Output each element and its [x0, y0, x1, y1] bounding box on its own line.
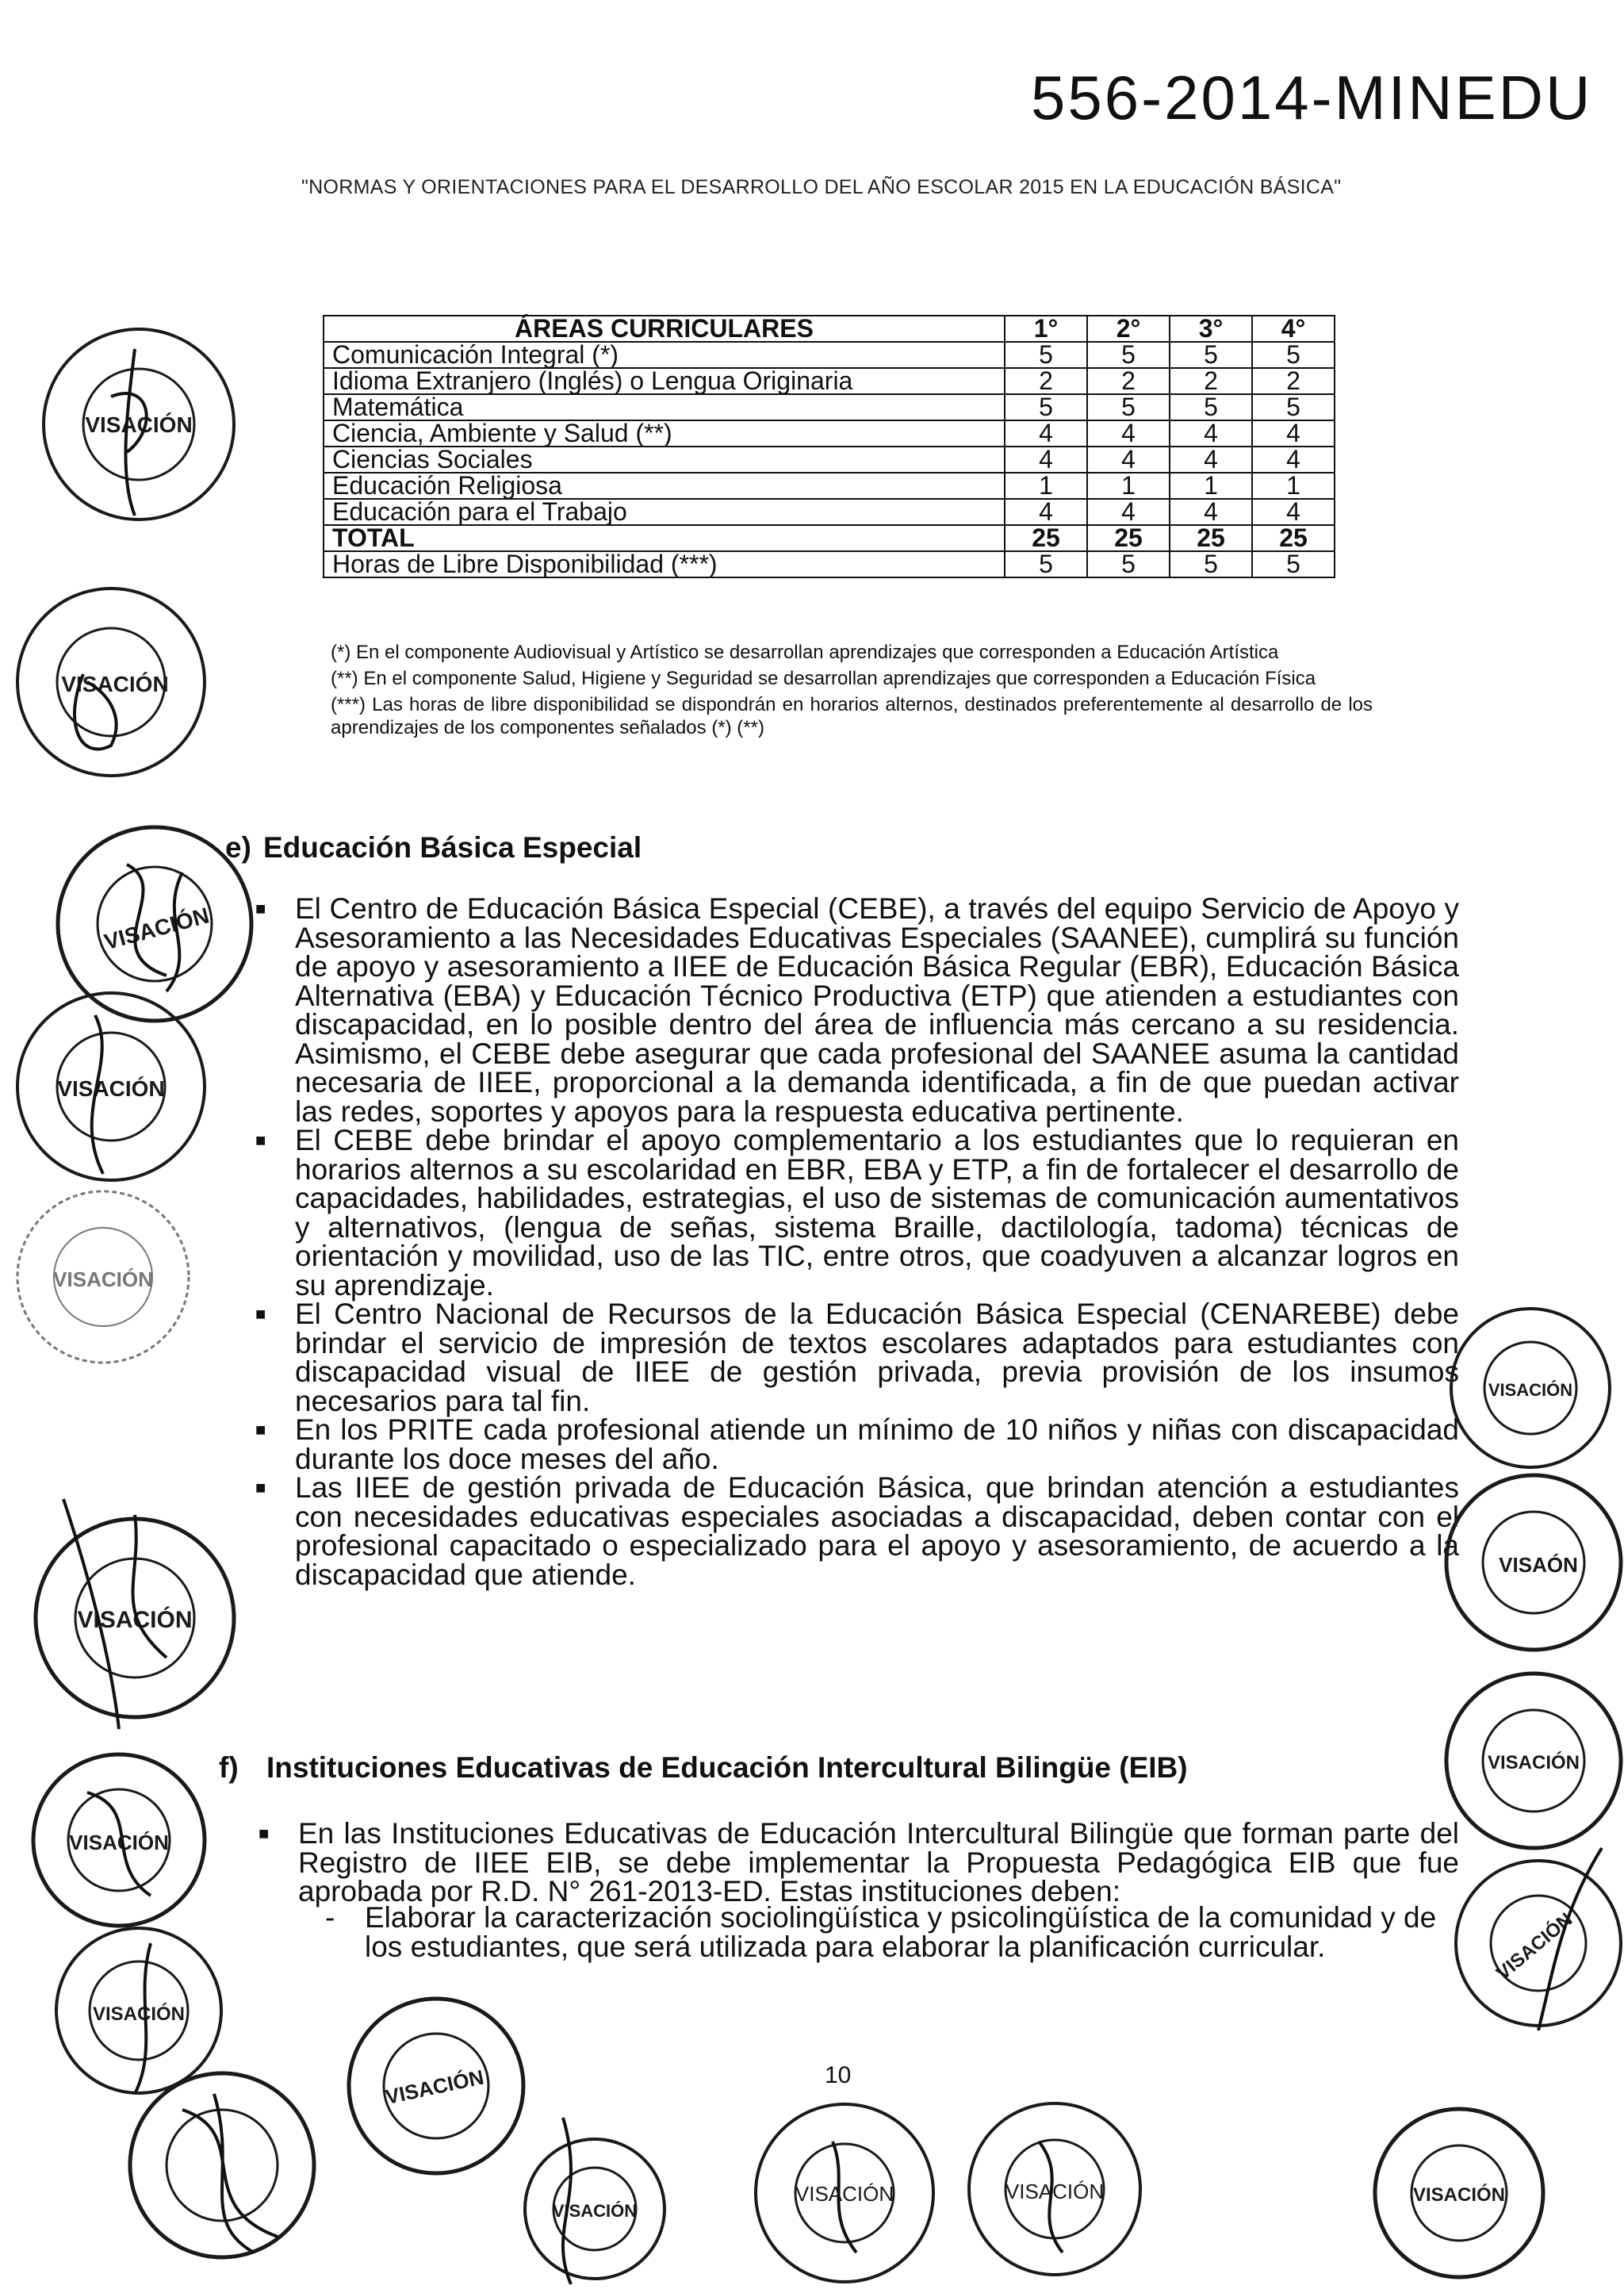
- table-header-cell: 4°: [1252, 316, 1335, 342]
- table-cell: 5: [1170, 342, 1252, 368]
- table-cell: 4: [1005, 447, 1087, 473]
- stamp-seal: [1443, 1848, 1622, 2042]
- stamp-seal: [24, 1745, 214, 1939]
- table-cell: 25: [1252, 525, 1335, 551]
- table-cell: 5: [1252, 551, 1335, 577]
- stamp-seal: [341, 1983, 531, 2193]
- stamp-seal: [515, 2134, 674, 2288]
- table-row: [324, 368, 1335, 394]
- table-cell-area: Educación Religiosa: [324, 473, 1005, 499]
- svg-text:VISACIÓN: VISACIÓN: [1488, 1380, 1573, 1400]
- list-item: [259, 1817, 1459, 1908]
- table-notes: [331, 641, 1373, 739]
- section-f-title: Instituciones Educativas de Educación Intercultural Bilingüe (EIB): [266, 1751, 1188, 1784]
- table-cell: 5: [1005, 551, 1087, 577]
- table-cell: 5: [1087, 551, 1170, 577]
- table-cell: 5: [1087, 394, 1170, 420]
- table-cell-area: Matemática: [324, 394, 1005, 420]
- bullet-text: El Centro de Educación Básica Especial (CEBE), a través del equipo Servicio de Apoyo y Asesoramiento a las Necesidades Educativas Especiales (SAANEE), cumplirá su función de apoyo y asesoramiento a IIEE de Educación Básica Regular (EBR), Educación Básica Alternativa (EBA) y Educación Técnico Productiva (ETP) que atienden a estudiantes con discapacidad, en lo posible dentro del área de influencia más cercano a su residencia. Asimismo, el CEBE debe asegurar que cada profesional del SAANEE asuma la cantidad necesaria de IIEE, proporcional a la demanda identificada, a fin de que puedan activar las redes, soportes y apoyos para la respuesta educativa pertinente.: [295, 892, 1459, 1128]
- note-artistica: (*) En el componente Audiovisual y Artístico se desarrollan aprendizajes que corresponden a Educación Artística: [331, 642, 1279, 663]
- section-f-subitems: [325, 1901, 1459, 1963]
- stamp-seal: [1443, 1301, 1618, 1479]
- list-item: [255, 1124, 1459, 1302]
- bullet-text: En los PRITE cada profesional atiende un mínimo de 10 niños y niñas con discapacidad durante los doce meses del año.: [295, 1413, 1459, 1475]
- svg-text:VISACIÓN: VISACIÓN: [53, 1267, 153, 1291]
- section-e-letter: e): [225, 831, 251, 864]
- table-cell: 4: [1087, 420, 1170, 447]
- table-cell: 1: [1087, 473, 1170, 499]
- svg-text:VISACIÓN: VISACIÓN: [85, 412, 193, 437]
- list-item: [255, 1413, 1459, 1475]
- stamp-seal: [32, 317, 246, 535]
- stamp-seal: [16, 1499, 254, 1741]
- svg-text:VISACIÓN: VISACIÓN: [1487, 1752, 1580, 1773]
- note-fisica: (**) En el componente Salud, Higiene y Seguridad se desarrollan aprendizajes que corresponden a Educación Física: [331, 668, 1316, 689]
- svg-text:VISACIÓN: VISACIÓN: [92, 2003, 186, 2025]
- table-cell: 4: [1170, 499, 1252, 525]
- table-header-cell: 2°: [1087, 316, 1170, 342]
- document-number: 556-2014-MINEDU: [1031, 63, 1593, 132]
- table-cell: 2: [1087, 368, 1170, 394]
- bullet-text: El CEBE debe brindar el apoyo complementario a los estudiantes que lo requieran en horarios alternos a su escolaridad en EBR, EBA y ETP, a fin de fortalecer el desarrollo de capacidades, habilidades, estrategias, el uso de sistemas de comunicación aumentativos y alternativos, (lengua de señas, sistema Braille, dactilología, tadoma) técnicas de orientación y movilidad, uso de las TIC, entre otros, que coadyuven a alcanzar logros en su aprendizaje.: [295, 1124, 1459, 1302]
- stamp-seal: [1435, 1666, 1624, 1860]
- bullet-square-icon: ■: [259, 1823, 270, 1843]
- svg-text:VISACIÓN: VISACIÓN: [795, 2182, 894, 2206]
- table-cell-area: Ciencia, Ambiente y Salud (**): [324, 420, 1005, 447]
- table-row: [324, 551, 1335, 577]
- seal-graphic: [32, 317, 246, 531]
- table-cell: 5: [1005, 394, 1087, 420]
- svg-text:VISACIÓN: VISACIÓN: [383, 2065, 486, 2109]
- seal-graphic: [8, 579, 214, 785]
- table-row: [324, 447, 1335, 473]
- svg-text:VISACIÓN: VISACIÓN: [69, 1831, 169, 1854]
- svg-text:VISACIÓN: VISACIÓN: [57, 1076, 165, 1101]
- stamp-seal: [1435, 1467, 1624, 1662]
- table-cell: 2: [1170, 368, 1252, 394]
- seal-graphic: [515, 2134, 674, 2284]
- stamp-seal: [1364, 2102, 1554, 2288]
- bullet-square-icon: ■: [255, 899, 266, 918]
- table-cell-area: Ciencias Sociales: [324, 447, 1005, 473]
- table-cell: 25: [1170, 525, 1252, 551]
- stamp-seal: [959, 2094, 1150, 2288]
- table-cell: 25: [1005, 525, 1087, 551]
- svg-text:VISACIÓN: VISACIÓN: [77, 1607, 193, 1633]
- table-cell: 1: [1170, 473, 1252, 499]
- section-e-bullets: [255, 892, 1459, 1591]
- seal-graphic: [1435, 1467, 1624, 1658]
- svg-text:VISACIÓN: VISACIÓN: [1492, 1908, 1577, 1984]
- table-cell: 5: [1087, 342, 1170, 368]
- seal-graphic: [959, 2094, 1150, 2284]
- list-item: [325, 1901, 1459, 1963]
- list-item: [255, 1471, 1459, 1591]
- svg-text:VISACIÓN: VISACIÓN: [1412, 2184, 1506, 2206]
- svg-text:VISAÓN: VISAÓN: [1499, 1553, 1578, 1577]
- dash-marker: -: [325, 1901, 335, 1934]
- bullet-square-icon: ■: [255, 1304, 266, 1324]
- table-header-row: [324, 316, 1335, 342]
- list-item: [255, 1298, 1459, 1417]
- seal-graphic: [8, 1182, 198, 1372]
- table-header-cell: 3°: [1170, 316, 1252, 342]
- table-cell: 5: [1005, 342, 1087, 368]
- bullet-text: En las Instituciones Educativas de Educación Intercultural Bilingüe que forman parte del Registro de IIEE EIB, se debe implementar la Propuesta Pedagógica EIB que fue aprobada por R.D. N° 261-2013-ED. Estas instituciones deben:: [298, 1817, 1459, 1908]
- seal-graphic: [1443, 1848, 1622, 2038]
- seal-graphic: [8, 983, 214, 1190]
- stamp-seal: [119, 2062, 325, 2272]
- table-row: [324, 394, 1335, 420]
- svg-text:VISACIÓN: VISACIÓN: [1005, 2180, 1105, 2203]
- table-header-cell: ÁREAS CURRICULARES: [324, 316, 1005, 342]
- seal-graphic: [119, 2062, 325, 2268]
- svg-text:VISACIÓN: VISACIÓN: [61, 672, 169, 696]
- table-cell: 5: [1252, 342, 1335, 368]
- seal-graphic: [745, 2094, 944, 2284]
- section-f-bullets: [259, 1817, 1459, 1908]
- table-cell-area: Educación para el Trabajo: [324, 499, 1005, 525]
- table-cell: 4: [1087, 447, 1170, 473]
- seal-graphic: [1364, 2102, 1554, 2284]
- table-row: [324, 420, 1335, 447]
- table-cell: 4: [1005, 499, 1087, 525]
- table-cell: 25: [1087, 525, 1170, 551]
- curriculum-areas-table: [323, 315, 1335, 578]
- table-cell-area: TOTAL: [324, 525, 1005, 551]
- table-cell: 4: [1087, 499, 1170, 525]
- bullet-square-icon: ■: [255, 1130, 266, 1150]
- stamp-seal: [8, 983, 214, 1194]
- table-cell: 2: [1252, 368, 1335, 394]
- bullet-square-icon: ■: [255, 1420, 266, 1440]
- table-cell: 5: [1170, 394, 1252, 420]
- stamp-seal: [8, 579, 214, 789]
- list-item: [255, 892, 1459, 1128]
- svg-text:VISACIÓN: VISACIÓN: [552, 2201, 638, 2221]
- table-cell: 4: [1170, 420, 1252, 447]
- table-cell: 5: [1170, 551, 1252, 577]
- table-cell-area: Idioma Extranjero (Inglés) o Lengua Originaria: [324, 368, 1005, 394]
- note-libre-disponibilidad: (***) Las horas de libre disponibilidad se dispondrán en horarios alternos, destinados preferentemente al desarrollo de los aprendizajes de los componentes señalados (*) (**): [331, 694, 1373, 738]
- bullet-text: El Centro Nacional de Recursos de la Educación Básica Especial (CENAREBE) debe brindar el servicio de impresión de textos escolares adaptados para estudiantes con discapacidad visual de IIEE de gestión privada, previa provisión de los insumos necesarios para tal fin.: [295, 1298, 1459, 1417]
- table-cell-area: Horas de Libre Disponibilidad (***): [324, 551, 1005, 577]
- table-row: [324, 342, 1335, 368]
- seal-graphic: [1443, 1301, 1618, 1475]
- table-cell: 2: [1005, 368, 1087, 394]
- seal-graphic: [16, 1499, 254, 1737]
- page-number: 10: [825, 2062, 852, 2088]
- table-row: [324, 473, 1335, 499]
- seal-graphic: [24, 1745, 214, 1935]
- table-cell: 4: [1252, 499, 1335, 525]
- stamp-seal: [745, 2094, 944, 2288]
- svg-text:VISACIÓN: VISACIÓN: [102, 903, 212, 955]
- section-e-title: Educación Básica Especial: [263, 831, 642, 864]
- seal-graphic: [1435, 1666, 1624, 1856]
- section-f-letter: f): [219, 1751, 239, 1784]
- table-cell: 1: [1005, 473, 1087, 499]
- table-row: [324, 499, 1335, 525]
- stamp-seal: [8, 1182, 198, 1376]
- table-cell: 5: [1252, 394, 1335, 420]
- document-subtitle: "NORMAS Y ORIENTACIONES PARA EL DESARROLLO DEL AÑO ESCOLAR 2015 EN LA EDUCACIÓN BÁSICA": [301, 176, 1342, 198]
- table-cell: 4: [1170, 447, 1252, 473]
- table-total-row: [324, 525, 1335, 551]
- seal-graphic: [341, 1983, 531, 2189]
- table-cell-area: Comunicación Integral (*): [324, 342, 1005, 368]
- table-cell: 1: [1252, 473, 1335, 499]
- table-cell: 4: [1005, 420, 1087, 447]
- table-cell: 4: [1252, 420, 1335, 447]
- bullet-text: Las IIEE de gestión privada de Educación Básica, que brindan atención a estudiantes con necesidades educativas especiales asociadas a discapacidad, deben contar con el profesional capacitado o especializado para el apoyo y asesoramiento, de acuerdo a la discapacidad que atiende.: [295, 1471, 1459, 1591]
- bullet-square-icon: ■: [255, 1478, 266, 1497]
- subitem-text: Elaborar la caracterización sociolingüística y psicolingüística de la comunidad y de los estudiantes, que será utilizada para elaborar la planificación curricular.: [365, 1901, 1437, 1963]
- table-header-cell: 1°: [1005, 316, 1087, 342]
- table-cell: 4: [1252, 447, 1335, 473]
